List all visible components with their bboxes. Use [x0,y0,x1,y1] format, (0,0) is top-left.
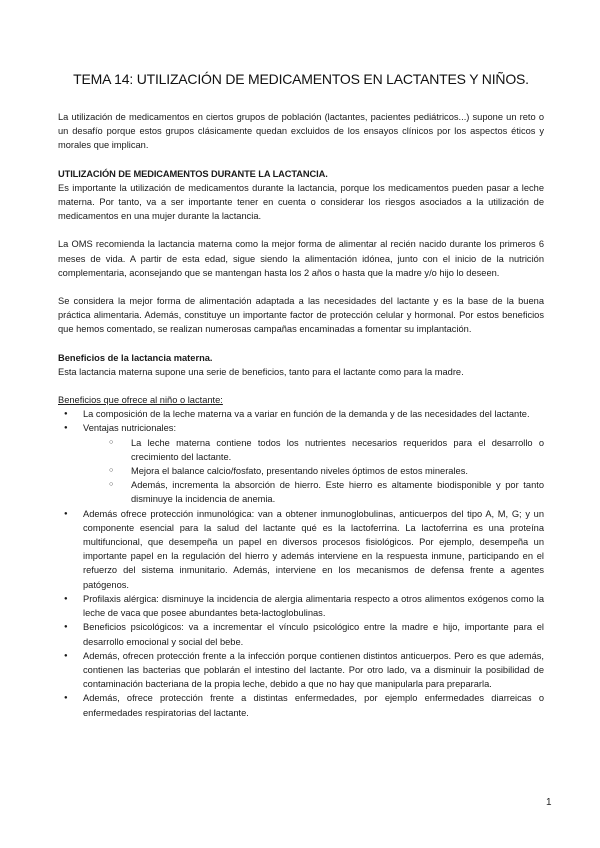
sublist-item: ○ Mejora el balance calcio/fosfato, presentando niveles óptimos de estos minerales. [105,464,544,478]
list-item-label: Ventajas nutricionales: [83,423,177,434]
beneficios-paragraph: Esta lactancia materna supone una serie de beneficios, tanto para el lactante como para la madre. [58,366,464,377]
subheading-beneficios-lactante: Beneficios que ofrece al niño o lactante: [58,395,223,406]
list-item: ● Profilaxis alérgica: disminuye la incidencia de alergia alimentaria respecto a otros alimentos exógenos como la leche de vaca que posee abundantes beta-lactoglobulinas. [58,592,544,620]
list-item: ● La composición de la leche materna va a variar en función de la demanda y de las necesidades del lactante. [58,407,544,421]
list-item: ● Además ofrece protección inmunológica: van a obtener inmunoglobulinas, anticuerpos del tipo A, M, G; y un componente esencial para la salud del lactante qué es la lactoferrina. La lactoferrina es una proteína multifuncional, que desempeña un papel en diversos procesos fisiológicos. Por ejemplo, desempeña un importante papel en la regulación del hierro y además interviene en la respuesta inmune, participando en el refuerzo del sistema inmunitario. Además, interviene en los mecanismos de defensa frente a agentes patógenos. [58,507,544,592]
lactancia-paragraph-2: La OMS recomienda la lactancia materna como la mejor forma de alimentar al recién nacido durante los primeros 6 meses de vida. A partir de esta edad, sigue siendo la alimentación idónea, junto con el inicio de la nutrición complementaria, aconsejando que se mantengan hasta los 2 años o hasta que la madre y/o hijo lo deseen. [58,239,544,278]
lactancia-paragraph-3: Se considera la mejor forma de alimentación adaptada a las necesidades del lactante y es la base de la buena práctica alimentaria. Además, constituye un importante factor de protección celular y hormonal. Por estos beneficios que hemos comentado, se realizan numerosas campañas encaminadas a fomentar su implantación. [58,296,544,335]
list-item: ● Además, ofrece protección frente a distintas enfermedades, por ejemplo enfermedades diarreicas o enfermedades respiratorias del lactante. [58,691,544,719]
section-heading-lactancia: UTILIZACIÓN DE MEDICAMENTOS DURANTE LA LACTANCIA. [58,168,328,179]
page-title: TEMA 14: UTILIZACIÓN DE MEDICAMENTOS EN LACTANTES Y NIÑOS. [73,71,529,87]
benefits-list [58,407,544,719]
list-item-nutricionales [58,421,544,506]
page-number: 1 [546,797,552,808]
lactancia-paragraph-1: Es importante la utilización de medicamentos durante la lactancia, porque los medicamentos pueden pasar a leche materna. Por tanto, va a ser importante tener en cuenta o considerar los riesgos asociados a la utilización de medicamentos en una mujer durante la lactancia. [58,182,544,222]
sublist-item: ○ Además, incrementa la absorción de hierro. Este hierro es altamente biodisponible y por tanto disminuye la incidencia de anemia. [105,478,544,506]
intro-paragraph: La utilización de medicamentos en ciertos grupos de población (lactantes, pacientes pediátricos...) supone un reto o un desafío porque estos grupos clásicamente quedan excluidos de los ensayos clínicos por los aspectos éticos y morales que implican. [58,112,544,151]
nutritional-sublist [83,436,544,507]
list-item: ● Beneficios psicológicos: va a incrementar el vínculo psicológico entre la madre e hijo, importante para el desarrollo emocional y social del bebe. [58,620,544,648]
sublist-item: ○ La leche materna contiene todos los nutrientes necesarios requeridos para el desarrollo o crecimiento del lactante. [105,436,544,464]
document-page [58,70,544,720]
section-heading-beneficios: Beneficios de la lactancia materna. [58,352,213,363]
list-item: ● Además, ofrecen protección frente a la infección porque contienen distintos anticuerpos. Pero es que además, contienen las bacterias que poblarán el intestino del lactante. Por otro lado, va a disminuir la posibilidad de contaminación bacteriana de la propia leche, debido a que no hay que manipularla para prepararla. [58,649,544,692]
